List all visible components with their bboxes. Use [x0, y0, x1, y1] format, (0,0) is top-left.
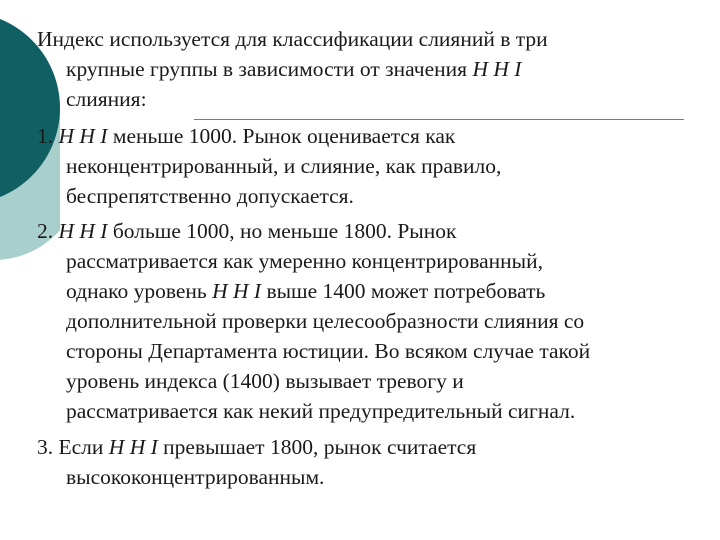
hhi-term: Н Н I	[212, 279, 262, 303]
horizontal-rule	[194, 119, 684, 120]
item-1-line-1: меньше 1000. Рынок оценивается как	[107, 124, 456, 148]
intro-line-2: крупные группы в зависимости от значения	[66, 57, 473, 81]
hhi-term: Н Н I	[472, 57, 522, 81]
hhi-term: Н Н I	[58, 124, 108, 148]
hhi-term: Н Н I	[108, 435, 158, 459]
item-1-paragraph	[37, 121, 699, 211]
item-3-number: 3.	[37, 435, 59, 459]
item-2-line-4: дополнительной проверки целесообразности слияния со	[66, 309, 585, 333]
intro-line-1: Индекс используется для классификации слияний в три	[37, 27, 548, 51]
item-3-line-1b: превышает 1800, рынок считается	[157, 435, 477, 459]
item-1-number: 1.	[37, 124, 59, 148]
item-2-line-5: стороны Департамента юстиции. Во всяком случае такой	[66, 339, 591, 363]
item-1-line-2: неконцентрированный, и слияние, как правило,	[66, 154, 502, 178]
item-2-line-3a: однако уровень	[66, 279, 213, 303]
item-3-line-2: высококонцентрированным.	[66, 465, 325, 489]
item-1-line-3: беспрепятственно допускается.	[66, 184, 354, 208]
item-2-line-2: рассматривается как умеренно концентрированный,	[66, 249, 544, 273]
item-3-line-1a: Если	[58, 435, 109, 459]
intro-line-3: слияния:	[66, 87, 147, 111]
hhi-term: Н Н I	[58, 219, 108, 243]
item-2-number: 2.	[37, 219, 59, 243]
item-2-line-1: больше 1000, но меньше 1800. Рынок	[107, 219, 457, 243]
item-2-paragraph	[37, 216, 699, 426]
item-3-paragraph	[37, 432, 699, 492]
item-2-line-6: уровень индекса (1400) вызывает тревогу и	[66, 369, 464, 393]
item-2-line-3b: выше 1400 может потребовать	[261, 279, 546, 303]
intro-paragraph	[37, 24, 699, 114]
item-2-line-7: рассматривается как некий предупредительный сигнал.	[66, 399, 576, 423]
